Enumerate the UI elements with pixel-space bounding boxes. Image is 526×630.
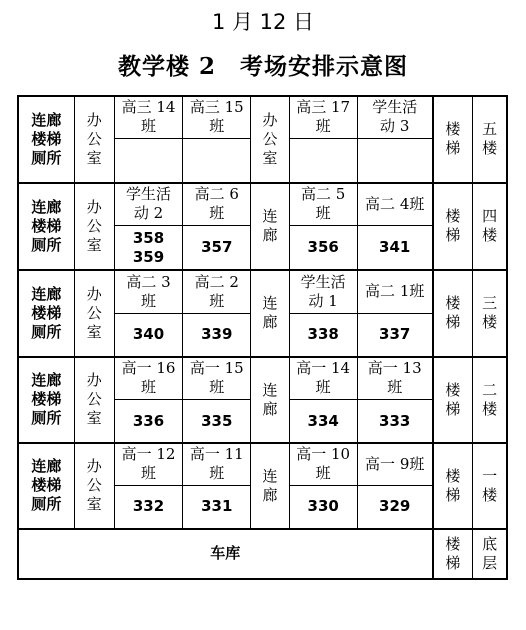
exam-room-number: 337 [357, 313, 432, 356]
office-label: 办 公 室 [74, 270, 114, 357]
stairs-label: 楼 梯 [433, 270, 473, 357]
floor-label: 底 层 [473, 529, 507, 579]
seating-plan-table [17, 95, 508, 580]
corridor-label: 连 廊 [251, 270, 289, 357]
classroom-label: 学生活 动 2 [114, 183, 182, 226]
floor-row [18, 270, 507, 313]
exam-room-number [357, 138, 432, 182]
classroom-label: 高一 15 班 [183, 357, 251, 400]
floor-row [18, 357, 507, 400]
page-title: 教学楼 2 考场安排示意图 [117, 53, 408, 80]
exam-room-number: 329 [357, 485, 432, 528]
stairs-label: 楼 梯 [433, 529, 473, 579]
classroom-label: 学生活 动 3 [357, 96, 432, 138]
floor-label: 二 楼 [473, 357, 507, 444]
classroom-label: 高一 11 班 [183, 443, 251, 485]
exam-date: 1 月 12 日 [211, 10, 315, 34]
classroom-label: 高三 17 班 [289, 96, 357, 138]
garage-label: 车库 [18, 529, 433, 579]
stairs-label: 楼 梯 [433, 357, 473, 444]
exam-room-number: 331 [183, 485, 251, 528]
basement-row [18, 529, 507, 579]
classroom-label: 学生活 动 1 [289, 270, 357, 313]
corridor-label: 连 廊 [251, 443, 289, 529]
corridor-label: 连 廊 [251, 183, 289, 271]
classroom-label: 高一 9班 [357, 443, 432, 485]
corridor-stairs-toilet-label: 连廊 楼梯 厕所 [18, 183, 74, 271]
exam-room-number: 336 [114, 400, 182, 443]
floor-row [18, 443, 507, 485]
classroom-label: 高一 14 班 [289, 357, 357, 400]
floor-row [18, 183, 507, 226]
floor-label: 三 楼 [473, 270, 507, 357]
classroom-label: 高二 1班 [357, 270, 432, 313]
office-label: 办 公 室 [74, 183, 114, 271]
stairs-label: 楼 梯 [433, 183, 473, 271]
exam-room-number: 357 [183, 226, 251, 270]
office-label: 办 公 室 [74, 357, 114, 444]
office-label: 办 公 室 [74, 96, 114, 183]
exam-room-number [183, 138, 251, 182]
classroom-label: 高二 6 班 [183, 183, 251, 226]
corridor-stairs-toilet-label: 连廊 楼梯 厕所 [18, 270, 74, 357]
stairs-label: 楼 梯 [433, 443, 473, 529]
exam-room-number: 333 [357, 400, 432, 443]
classroom-label: 高一 16 班 [114, 357, 182, 400]
exam-room-number: 339 [183, 313, 251, 356]
corridor-stairs-toilet-label: 连廊 楼梯 厕所 [18, 443, 74, 529]
exam-room-number [289, 138, 357, 182]
classroom-label: 高一 10 班 [289, 443, 357, 485]
exam-room-number: 330 [289, 485, 357, 528]
classroom-label: 高一 12 班 [114, 443, 182, 485]
floor-label: 五 楼 [473, 96, 507, 183]
exam-room-number: 338 [289, 313, 357, 356]
corridor-stairs-toilet-label: 连廊 楼梯 厕所 [18, 357, 74, 444]
exam-room-number: 332 [114, 485, 182, 528]
exam-room-number: 356 [289, 226, 357, 270]
exam-room-number: 335 [183, 400, 251, 443]
classroom-label: 高二 5 班 [289, 183, 357, 226]
exam-room-number [114, 138, 182, 182]
floor-label: 四 楼 [473, 183, 507, 271]
exam-room-number: 358 359 [114, 226, 182, 270]
exam-room-number: 340 [114, 313, 182, 356]
classroom-label: 高一 13 班 [357, 357, 432, 400]
corridor-label: 连 廊 [251, 357, 289, 444]
office-label: 办 公 室 [74, 443, 114, 529]
exam-room-number: 341 [357, 226, 432, 270]
classroom-label: 高二 4班 [357, 183, 432, 226]
exam-room-number: 334 [289, 400, 357, 443]
floor-row [18, 96, 507, 138]
corridor-stairs-toilet-label: 连廊 楼梯 厕所 [18, 96, 74, 183]
classroom-label: 高三 15 班 [183, 96, 251, 138]
corridor-label: 办 公 室 [251, 96, 289, 183]
stairs-label: 楼 梯 [433, 96, 473, 183]
classroom-label: 高二 3 班 [114, 270, 182, 313]
classroom-label: 高二 2 班 [183, 270, 251, 313]
floor-label: 一 楼 [473, 443, 507, 529]
classroom-label: 高三 14 班 [114, 96, 182, 138]
